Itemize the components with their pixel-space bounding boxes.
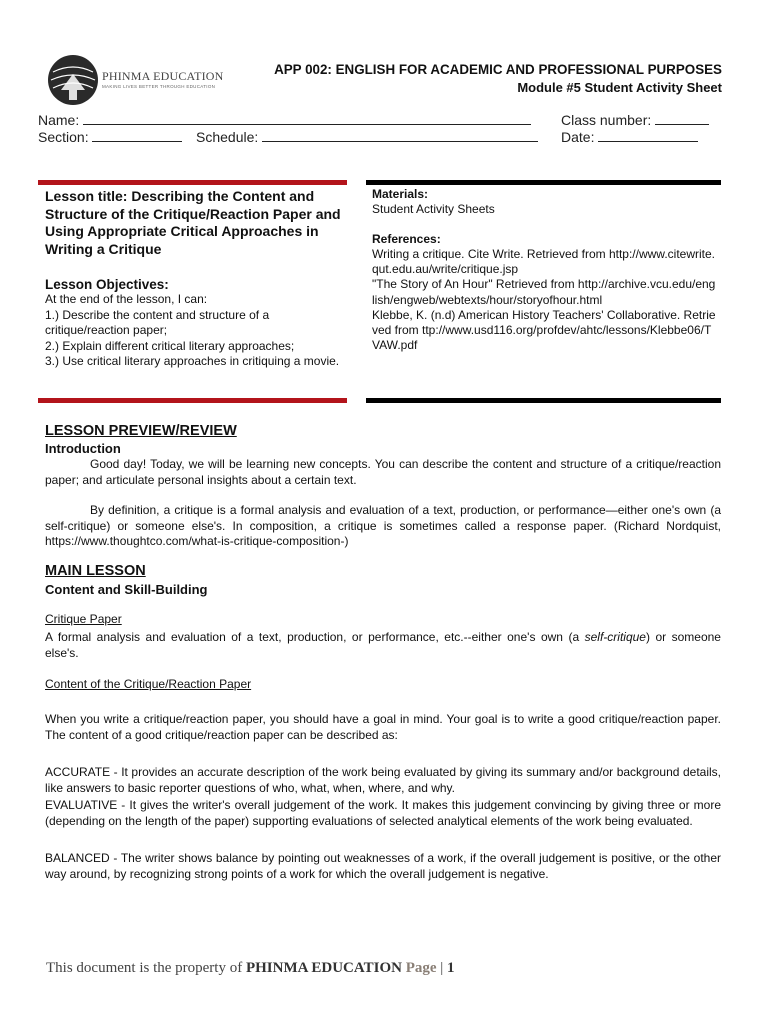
lesson-box-top-bar: [38, 180, 347, 185]
reference-item: Klebbe, K. (n.d) American History Teachers' Collaborative. Retrieved from ttp://www.usd116.org/profdev/ahtc/lessons/Klebbe06/TVAW.pdf: [372, 307, 716, 353]
footer-page-label: Page: [405, 960, 437, 976]
references-heading: References:: [372, 232, 441, 246]
schedule-label: Schedule:: [196, 129, 259, 145]
footer-text: This document is the property of: [46, 960, 246, 976]
objectives-intro: At the end of the lesson, I can:: [45, 292, 208, 306]
lesson-title: Lesson title: Describing the Content and Structure of the Critique/Reaction Paper and Using Appropriate Critical Approaches in Writing a Critique: [45, 188, 341, 257]
objectives-list: [45, 292, 345, 370]
footer-owner: PHINMA EDUCATION: [245, 960, 402, 976]
name-label: Name:: [38, 112, 80, 128]
name-blank[interactable]: [83, 112, 531, 125]
schedule-field: [196, 129, 538, 145]
critique-definition-end: ) or someone else's.: [45, 630, 721, 660]
page-footer: [46, 960, 455, 977]
materials-box-top-bar: [366, 180, 721, 185]
objective-item: 3.) Use critical literary approaches in critiquing a movie.: [45, 354, 340, 368]
critique-paper-heading: Critique Paper: [45, 612, 122, 626]
section-label: Section:: [38, 129, 89, 145]
section-blank[interactable]: [92, 129, 182, 142]
introduction-heading: Introduction: [45, 441, 121, 456]
objectives-heading: Lesson Objectives:: [45, 277, 169, 292]
materials-box-bottom-bar: [366, 398, 721, 403]
reference-item: "The Story of An Hour" Retrieved from http://archive.vcu.edu/english/engweb/webtexts/hour/storyofhour.html: [372, 277, 716, 307]
class-number-field: [561, 112, 709, 128]
materials-heading: Materials:: [372, 187, 429, 201]
class-number-blank[interactable]: [655, 112, 709, 125]
page-number: 1: [447, 960, 455, 976]
module-title: Module #5 Student Activity Sheet: [517, 80, 722, 95]
evaluative-paragraph: EVALUATIVE - It gives the writer's overall judgement of the work. It makes this judgement convincing by giving three or more (depending on the length of the paper) supporting evaluations of selected analytical elements of the work being evaluated.: [45, 798, 721, 828]
logo-tagline: MAKING LIVES BETTER THROUGH EDUCATION: [102, 84, 216, 89]
class-number-label: Class number:: [561, 112, 652, 128]
main-lesson-heading: MAIN LESSON: [45, 563, 146, 579]
date-blank[interactable]: [598, 129, 698, 142]
content-heading: Content of the Critique/Reaction Paper: [45, 677, 252, 691]
lesson-box-bottom-bar: [38, 398, 347, 403]
globe-logo-icon: [47, 52, 99, 108]
materials-text: Student Activity Sheets: [372, 202, 495, 216]
objective-item: 1.) Describe the content and structure of a critique/reaction paper;: [45, 307, 270, 337]
balanced-paragraph: BALANCED - The writer shows balance by pointing out weaknesses of a work, if the overall judgement is positive, or the other way around, by recognizing strong points of a work for which the overall judgement is negative.: [45, 851, 721, 881]
accurate-paragraph: ACCURATE - It provides an accurate description of the work being evaluated by giving its summary and/or background details, like answers to basic reporter questions of who, what, when, where, and why.: [45, 765, 721, 795]
critique-definition-text: A formal analysis and evaluation of a text, production, or performance, etc.--either one's own (a: [45, 630, 585, 644]
preview-heading: LESSON PREVIEW/REVIEW: [45, 423, 237, 439]
date-field: [561, 129, 698, 145]
self-critique-term: self-critique: [584, 630, 646, 644]
schedule-blank[interactable]: [262, 129, 538, 142]
name-field: [38, 112, 531, 128]
section-field: [38, 129, 182, 145]
course-title: APP 002: ENGLISH FOR ACADEMIC AND PROFESSIONAL PURPOSES: [274, 62, 722, 77]
logo-name: PHINMA EDUCATION: [102, 69, 224, 83]
content-skill-heading: Content and Skill-Building: [45, 582, 208, 597]
reference-item: Writing a critique. Cite Write. Retrieved from http://www.citewrite.qut.edu.au/write/critique.jsp: [372, 247, 715, 277]
intro-paragraph-2: By definition, a critique is a formal analysis and evaluation of a text, production, or performance—either one's own (a self-critique) or someone else's. In composition, a critique is sometimes called a response paper. (Richard Nordquist, https://www.thoughtco.com/what-is-critique-composition-): [45, 503, 721, 548]
date-label: Date:: [561, 129, 595, 145]
phinma-logo: [47, 52, 225, 108]
objective-item: 2.) Explain different critical literary approaches;: [45, 338, 295, 353]
intro-paragraph-1: Good day! Today, we will be learning new concepts. You can describe the content and structure of a critique/reaction paper; and articulate personal insights about a certain text.: [45, 457, 721, 487]
footer-separator: |: [440, 960, 444, 976]
references-list: [372, 247, 717, 353]
content-intro: When you write a critique/reaction paper, you should have a goal in mind. Your goal is to write a good critique/reaction paper. The content of a good critique/reaction paper can be described as:: [45, 712, 721, 742]
critique-definition: [45, 630, 721, 661]
